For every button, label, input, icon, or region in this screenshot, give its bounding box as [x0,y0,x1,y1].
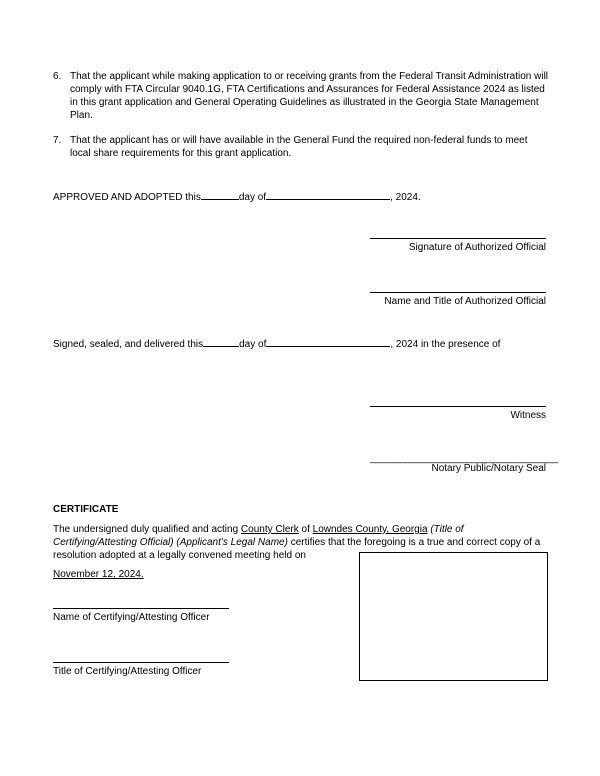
notary-label: Notary Public/Notary Seal [431,463,546,474]
approved-month-blank[interactable] [266,189,390,200]
item-6-number: 6. [53,71,62,82]
officer-title-label: Title of Certifying/Attesting Officer [53,666,202,677]
title-hint: (Title of Certifying/Attesting Official) [53,524,464,548]
approved-suffix: , 2024. [390,192,421,203]
item-7-number: 7. [53,135,62,146]
certificate-of-word: of [301,524,310,535]
approved-line [53,189,421,204]
approved-middle: day of [238,192,267,203]
officer-name-line[interactable] [53,608,229,609]
signed-middle: day of [239,339,267,350]
legal-name-hint: (Applicant’s Legal Name) [176,537,288,548]
item-7-text: That the applicant has or will have available in the General Fund the required non-federal funds to meet local share requirements for this grant application. [70,135,528,159]
certifying-official-title-value[interactable]: County Clerk [240,524,299,535]
certificate-rest: certifies that the foregoing is a true and correct copy of a resolution adopted at a legally convened meeting held on [53,537,541,561]
signed-month-blank[interactable] [266,336,390,347]
seal-box [359,552,548,681]
witness-label: Witness [510,410,546,421]
authorized-name-title-line[interactable] [370,292,546,293]
meeting-date[interactable]: November 12, 2024. [53,569,144,580]
approved-day-blank[interactable] [201,189,239,200]
authorized-name-title-label: Name and Title of Authorized Official [384,296,546,307]
approved-prefix: APPROVED AND ADOPTED this [53,192,201,203]
certificate-heading: CERTIFICATE [53,504,119,515]
applicant-legal-name-value[interactable]: Lowndes County, Georgia [312,524,428,535]
notary-dash-line[interactable]: _____________________________________ [370,453,558,464]
signed-prefix: Signed, sealed, and delivered this [53,339,204,350]
witness-line[interactable] [370,406,546,407]
signed-line [53,336,500,351]
signed-suffix: , 2024 in the presence of [390,339,501,350]
authorized-signature-label: Signature of Authorized Official [408,242,546,253]
certificate-intro: The undersigned duly qualified and acting [53,524,239,535]
signed-day-blank[interactable] [203,336,239,347]
officer-title-line[interactable] [53,662,229,663]
officer-name-label: Name of Certifying/Attesting Officer [53,612,210,623]
authorized-signature-line[interactable] [370,238,546,239]
item-6-text: That the applicant while making application to or receiving grants from the Federal Transit Administration will comply with FTA Circular 9040.1G, FTA Certifications and Assurances for Federal Assistance 2024 as listed in this grant application and General Operating Guidelines as illustrated in the Georgia State Management Plan. [70,71,549,121]
